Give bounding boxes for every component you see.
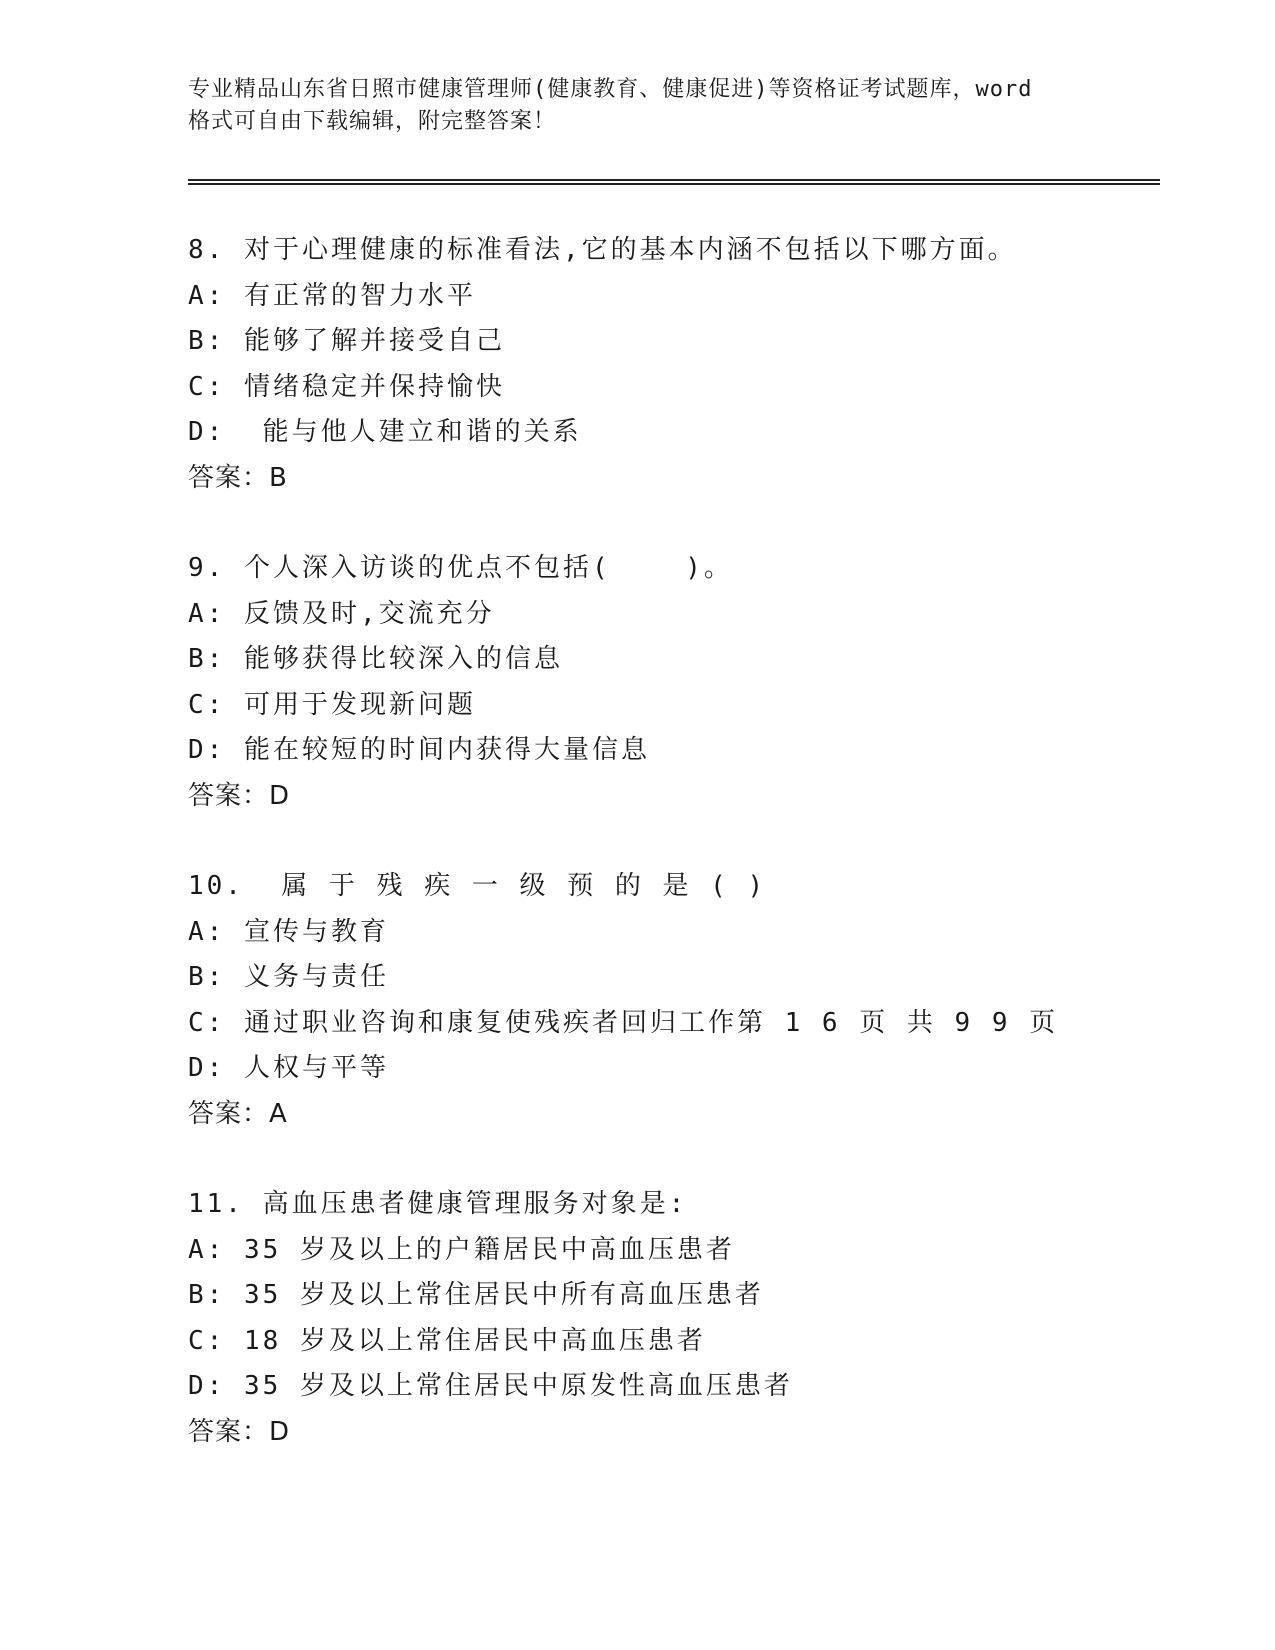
answer: 答案：B (188, 462, 288, 493)
option-d: D: 能与他人建立和谐的关系 (188, 417, 582, 447)
question-stem: 8. 对于心理健康的标准看法,它的基本内涵不包括以下哪方面。 (188, 235, 1017, 265)
option-c: C: 18 岁及以上常住居民中高血压患者 (188, 1325, 706, 1356)
answer: 答案：D (188, 1416, 291, 1447)
question-8 (188, 228, 1088, 501)
question-10 (188, 864, 1088, 1137)
question-stem: 10. 属 于 残 疾 一 级 预 的 是 ( ) (188, 871, 767, 901)
option-b: B: 35 岁及以上常住居民中所有高血压患者 (188, 1280, 764, 1310)
option-d: D: 能在较短的时间内获得大量信息 (188, 735, 650, 765)
option-d: D: 35 岁及以上常住居民中原发性高血压患者 (188, 1371, 793, 1401)
option-a: A: 宣传与教育 (188, 916, 389, 947)
answer: 答案：D (188, 780, 291, 811)
option-b: B: 能够获得比较深入的信息 (188, 644, 563, 674)
page-header (188, 74, 1088, 138)
question-9 (188, 546, 1088, 819)
header-line-2: 格式可自由下载编辑，附完整答案！ (188, 109, 557, 134)
answer: 答案：A (188, 1098, 288, 1129)
option-c: C: 情绪稳定并保持愉快 (188, 371, 505, 402)
header-divider-bottom (188, 183, 1160, 185)
option-c: C: 通过职业咨询和康复使残疾者回归工作第 1 6 页 共 9 9 页 (188, 1007, 1059, 1038)
question-stem: 9. 个人深入访谈的优点不包括( )。 (188, 553, 733, 583)
option-c: C: 可用于发现新问题 (188, 689, 476, 720)
option-a: A: 有正常的智力水平 (188, 280, 476, 311)
question-11 (188, 1182, 1088, 1455)
option-b: B: 能够了解并接受自己 (188, 326, 505, 356)
option-b: B: 义务与责任 (188, 962, 389, 992)
question-stem: 11. 高血压患者健康管理服务对象是: (188, 1189, 688, 1219)
header-line-1: 专业精品山东省日照市健康管理师(健康教育、健康促进)等资格证考试题库，word (188, 77, 1033, 102)
option-a: A: 反馈及时,交流充分 (188, 598, 495, 629)
option-d: D: 人权与平等 (188, 1053, 389, 1083)
option-a: A: 35 岁及以上的户籍居民中高血压患者 (188, 1234, 735, 1265)
header-divider-top (188, 179, 1160, 181)
